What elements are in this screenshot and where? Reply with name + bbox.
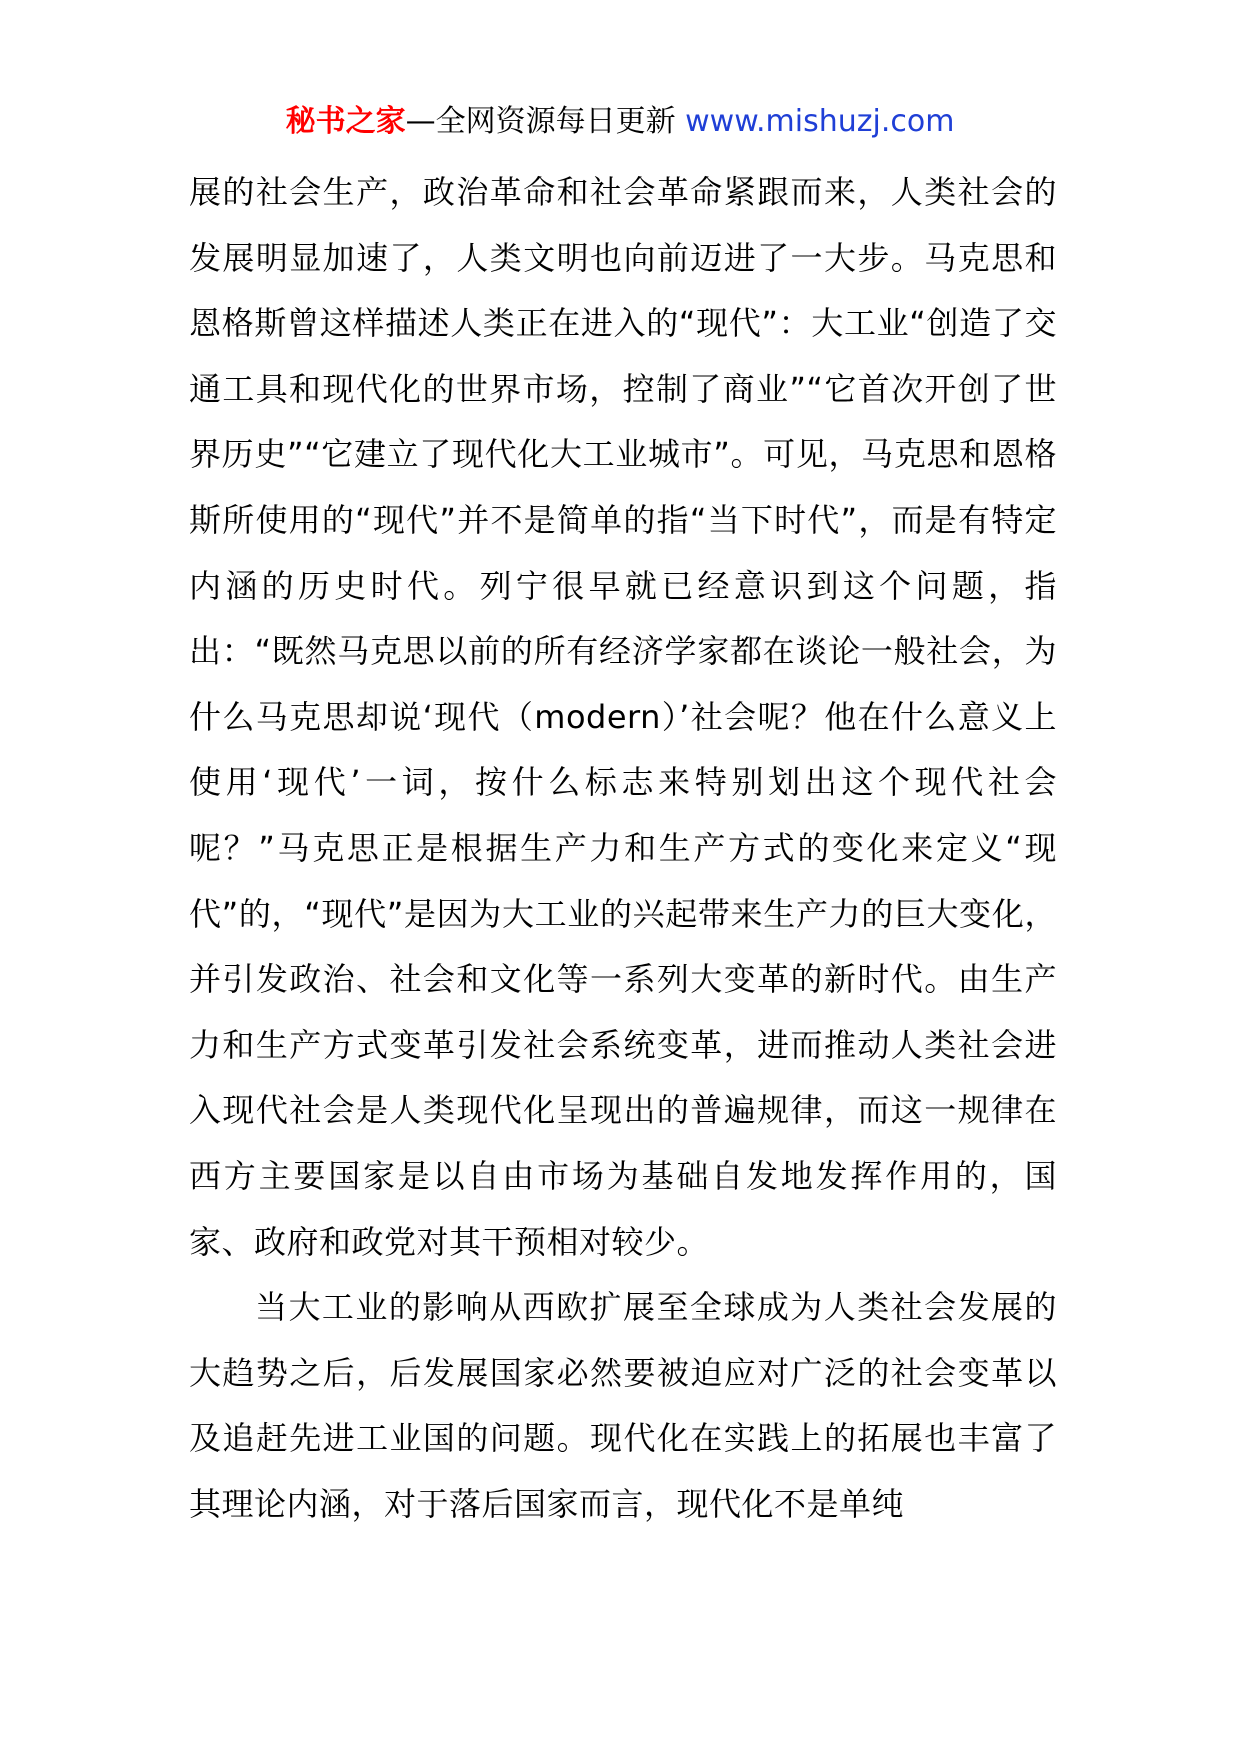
header-brand: 秘书之家: [285, 104, 406, 139]
paragraph-continued: 展的社会生产，政治革命和社会革命紧跟而来，人类社会的发展明显加速了，人类文明也向前迈进了一大步。马克思和恩格斯曾这样描述人类正在进入的“现代”：大工业“创造了交通工具和现代化的世界市场，控制了商业”“它首次开创了世界历史”“它建立了现代化大工业城市”。可见，马克思和恩格斯所使用的“现代”并不是简单的指“当下时代”，而是有特定内涵的历史时代。列宁很早就已经意识到这个问题，指出：“既然马克思以前的所有经济学家都在谈论一般社会，为什么马克思却说‘现代（modern）’社会呢？他在什么意义上使用‘现代’一词，按什么标志来特别划出这个现代社会呢？”马克思正是根据生产力和生产方式的变化来定义“现代”的，“现代”是因为大工业的兴起带来生产力的巨大变化，并引发政治、社会和文化等一系列大变革的新时代。由生产力和生产方式变革引发社会系统变革，进而推动人类社会进入现代社会是人类现代化呈现出的普遍规律，而这一规律在西方主要国家是以自由市场为基础自发地发挥作用的，国家、政府和政党对其干预相对较少。: [189, 173, 1057, 1261]
document-body: [189, 160, 1057, 1537]
paragraph-new: 当大工业的影响从西欧扩展至全球成为人类社会发展的大趋势之后，后发展国家必然要被迫应对广泛的社会变革以及追赶先进工业国的问题。现代化在实践上的拓展也丰富了其理论内涵，对于落后国家而言，现代化不是单纯: [189, 1288, 1057, 1523]
header-url-link[interactable]: www.mishuzj.com: [685, 104, 955, 139]
page-header: [0, 102, 1240, 142]
header-tagline: —全网资源每日更新: [405, 104, 676, 139]
